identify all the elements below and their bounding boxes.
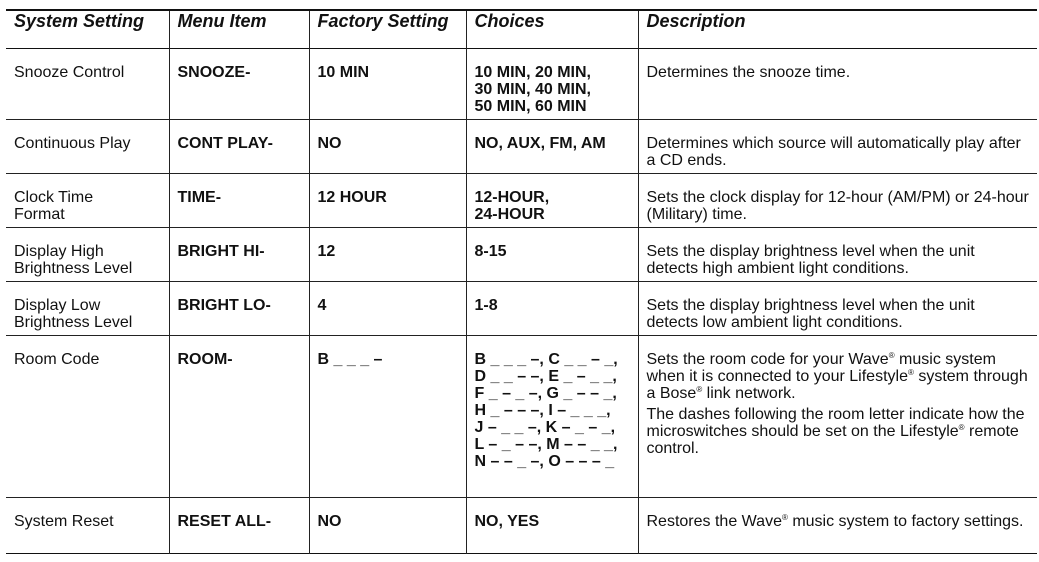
table-row — [6, 282, 1037, 336]
cell-factory-setting: 12 HOUR — [309, 174, 466, 228]
registered-mark: ® — [781, 513, 788, 522]
cell-description: Sets the clock display for 12-hour (AM/PM) or 24-hour (Military) time. — [638, 174, 1037, 228]
cell-factory-setting: NO — [309, 120, 466, 174]
cell-description: Determines the snooze time. — [638, 49, 1037, 120]
cell-system-setting — [6, 282, 169, 336]
setting-label: Snooze Control — [14, 64, 125, 81]
description-text: Sets the room code for your Wave — [646, 351, 889, 368]
cell-description — [638, 498, 1037, 554]
setting-label: Display Low — [14, 297, 101, 314]
cell-system-setting — [6, 228, 169, 282]
cell-menu-item: TIME- — [169, 174, 309, 228]
description-text: Restores the Wave — [646, 513, 782, 530]
choice-line: N – – _ –, O – – – _ — [474, 453, 615, 470]
cell-factory-setting: 4 — [309, 282, 466, 336]
cell-menu-item: SNOOZE- — [169, 49, 309, 120]
choice-line: 24-HOUR — [474, 206, 545, 223]
table-row — [6, 120, 1037, 174]
table-row — [6, 336, 1037, 498]
description-text: music system when it is connected to your Lifestyle — [646, 351, 996, 385]
cell-menu-item: BRIGHT LO- — [169, 282, 309, 336]
registered-mark: ® — [907, 368, 914, 377]
registered-mark: ® — [958, 423, 965, 432]
cell-choices — [466, 49, 638, 120]
choice-line: F _ – _ –, G _ – – _, — [474, 385, 617, 402]
choice-line: D _ _ – –, E _ – _ _, — [474, 368, 617, 385]
cell-factory-setting: B _ _ _ – — [309, 336, 466, 498]
cell-choices — [466, 282, 638, 336]
cell-system-setting — [6, 174, 169, 228]
cell-factory-setting: 10 MIN — [309, 49, 466, 120]
choice-line: 50 MIN, 60 MIN — [474, 98, 587, 115]
cell-menu-item: CONT PLAY- — [169, 120, 309, 174]
description-text: remote control. — [646, 423, 1019, 457]
choice-line: 8-15 — [474, 243, 507, 260]
setting-label: Continuous Play — [14, 135, 131, 152]
cell-system-setting — [6, 336, 169, 498]
registered-mark: ® — [888, 351, 895, 360]
cell-description: Sets the display brightness level when the unit detects high ambient light conditions. — [638, 228, 1037, 282]
choice-line: 10 MIN, 20 MIN, — [474, 64, 591, 81]
description-paragraph — [647, 351, 1030, 402]
description-text: The dashes following the room letter indicate how the microswitches should be set on the Lifestyle — [646, 406, 1025, 440]
setting-label: Format — [14, 206, 65, 223]
setting-label: Clock Time — [14, 189, 94, 206]
cell-menu-item: RESET ALL- — [169, 498, 309, 554]
choice-line: 30 MIN, 40 MIN, — [474, 81, 591, 98]
cell-choices — [466, 174, 638, 228]
description-text: system through a Bose — [646, 368, 1028, 402]
cell-factory-setting: 12 — [309, 228, 466, 282]
table-row — [6, 49, 1037, 120]
choice-line: B _ _ _ –, C _ _ – _, — [474, 351, 618, 368]
cell-choices — [466, 336, 638, 498]
table-row — [6, 228, 1037, 282]
choice-line: NO, YES — [474, 513, 540, 530]
description-paragraph — [647, 406, 1030, 457]
header-menu-item: Menu Item — [169, 10, 309, 49]
cell-description: Sets the display brightness level when the unit detects low ambient light conditions. — [638, 282, 1037, 336]
table-row — [6, 174, 1037, 228]
setting-label: Brightness Level — [14, 314, 133, 331]
choice-line: H _ – – –, I – _ _ _, — [474, 402, 611, 419]
description-text: link network. — [702, 385, 796, 402]
header-factory-setting: Factory Setting — [309, 10, 466, 49]
cell-choices — [466, 228, 638, 282]
header-description: Description — [638, 10, 1037, 49]
header-choices: Choices — [466, 10, 638, 49]
cell-choices — [466, 498, 638, 554]
cell-menu-item: BRIGHT HI- — [169, 228, 309, 282]
setting-label: System Reset — [14, 513, 114, 530]
header-system-setting: System Setting — [14, 11, 145, 31]
table-header-row — [6, 10, 1037, 49]
settings-table — [6, 9, 1037, 554]
choice-line: NO, AUX, FM, AM — [474, 135, 606, 152]
choice-line: L – _ – –, M – – _ _, — [474, 436, 618, 453]
cell-system-setting — [6, 120, 169, 174]
choice-line: J – _ _ –, K – _ – _, — [474, 419, 616, 436]
cell-system-setting — [6, 49, 169, 120]
cell-choices — [466, 120, 638, 174]
cell-menu-item: ROOM- — [169, 336, 309, 498]
cell-description: Determines which source will automatically play after a CD ends. — [638, 120, 1037, 174]
cell-factory-setting: NO — [309, 498, 466, 554]
setting-label: Brightness Level — [14, 260, 133, 277]
registered-mark: ® — [696, 385, 703, 394]
description-text: music system to factory settings. — [787, 513, 1024, 530]
choice-line: 12-HOUR, — [474, 189, 550, 206]
table-row — [6, 498, 1037, 554]
setting-label: Display High — [14, 243, 104, 260]
cell-description — [638, 336, 1037, 498]
choice-line: 1-8 — [474, 297, 498, 314]
cell-system-setting — [6, 498, 169, 554]
setting-label: Room Code — [14, 351, 100, 368]
